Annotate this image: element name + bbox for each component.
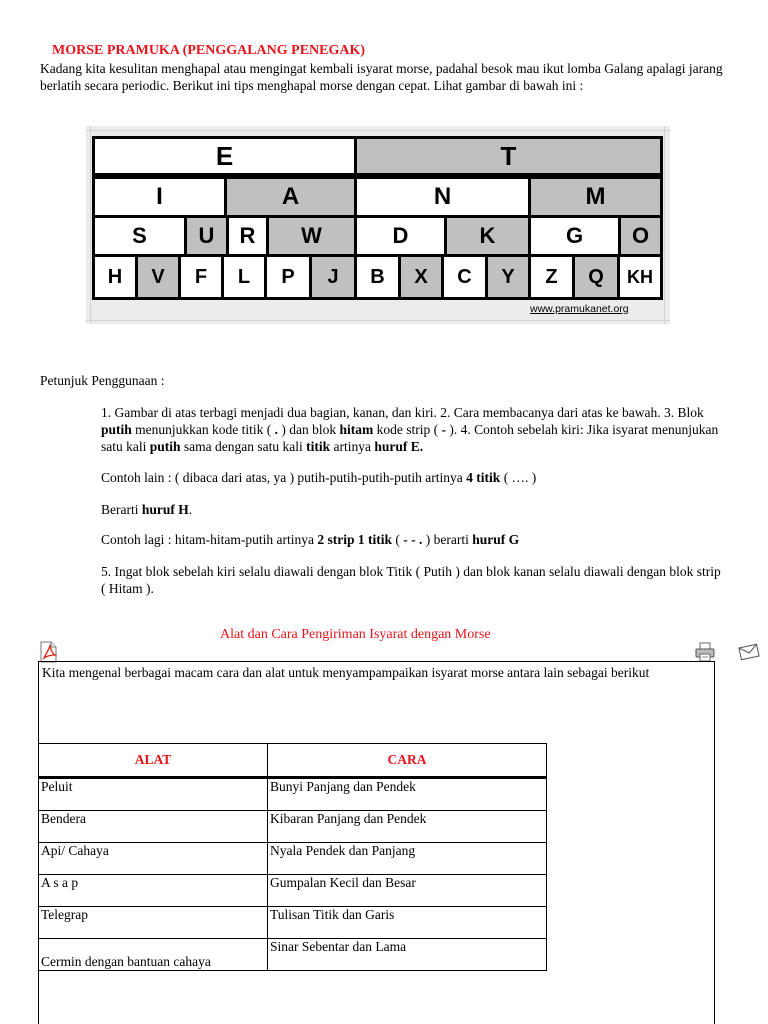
guide-label: Petunjuk Penggunaan : xyxy=(40,373,165,388)
chart-cell: O xyxy=(618,215,663,257)
rule-paragraph: 5. Ingat blok sebelah kiri selalu diawali dengan blok Titik ( Putih ) dan blok kanan selalu diawali dengan blok strip ( Hitam ). xyxy=(101,564,721,596)
table-cell: Gumpalan Kecil dan Besar xyxy=(268,875,547,907)
table-cell: Bendera xyxy=(39,811,268,843)
chart-cell: P xyxy=(264,254,312,300)
section-title: Alat dan Cara Pengiriman Isyarat dengan Morse xyxy=(220,627,491,642)
instruction-paragraph: 1. Gambar di atas terbagi menjadi dua bagian, kanan, dan kiri. 2. Cara membacanya dari atas ke bawah. 3. Blok putih menunjukkan kode titik ( . ) dan blok hitam kode strip ( - ). 4. Contoh sebelah kiri: Jika isyarat menunjukan satu kali putih sama dengan satu kali titik artinya huruf E. xyxy=(101,405,719,454)
page-title: MORSE PRAMUKA (PENGGALANG PENEGAK) xyxy=(52,43,366,58)
intro-paragraph: Kadang kita kesulitan menghapal atau mengingat kembali isyarat morse, padahal besok mau ikut lomba Galang apalagi jarang berlatih secara periodic. Berikut ini tips menghapal morse dengan cepat. Lihat gambar di bawah ini : xyxy=(40,61,723,93)
result-paragraph: Berarti huruf H. xyxy=(101,502,193,517)
chart-cell: C xyxy=(441,254,488,300)
table-cell: A s a p xyxy=(39,875,268,907)
chart-cell: A xyxy=(224,176,357,218)
column-header-cara: CARA xyxy=(268,744,547,778)
chart-cell: U xyxy=(184,215,229,257)
chart-cell: J xyxy=(309,254,357,300)
chart-cell: Q xyxy=(572,254,620,300)
chart-cell: X xyxy=(398,254,444,300)
chart-cell: H xyxy=(92,254,138,300)
chart-cell: L xyxy=(221,254,267,300)
table-cell: Sinar Sebentar dan Lama xyxy=(268,939,547,971)
tools-table xyxy=(38,743,547,971)
chart-cell: F xyxy=(178,254,224,300)
table-row xyxy=(39,811,547,843)
chart-cell: KH xyxy=(617,254,663,300)
chart-cell: Z xyxy=(528,254,575,300)
table-row xyxy=(39,778,547,811)
table-row xyxy=(39,843,547,875)
example-paragraph: Contoh lain : ( dibaca dari atas, ya ) putih-putih-putih-putih artinya 4 titik ( …. ) xyxy=(101,470,537,485)
chart-cell: D xyxy=(354,215,447,257)
chart-cell: M xyxy=(528,176,663,218)
chart-cell: G xyxy=(528,215,621,257)
example-paragraph-2: Contoh lagi : hitam-hitam-putih artinya 2 strip 1 titik ( - - . ) berarti huruf G xyxy=(101,532,520,547)
table-header-row xyxy=(39,744,547,778)
table-cell: Tulisan Titik dan Garis xyxy=(268,907,547,939)
table-cell: Peluit xyxy=(39,778,268,811)
table-cell: Nyala Pendek dan Panjang xyxy=(268,843,547,875)
table-row xyxy=(39,907,547,939)
table-cell: Kibaran Panjang dan Pendek xyxy=(268,811,547,843)
column-header-alat: ALAT xyxy=(39,744,268,778)
chart-cell: S xyxy=(92,215,187,257)
chart-cell: E xyxy=(92,136,357,176)
table-row xyxy=(39,939,547,971)
chart-cell: T xyxy=(354,136,663,176)
chart-cell: K xyxy=(444,215,531,257)
table-cell: Cermin dengan bantuan cahaya xyxy=(39,939,268,971)
table-cell: Telegrap xyxy=(39,907,268,939)
chart-cell: Y xyxy=(485,254,531,300)
chart-cell: I xyxy=(92,176,227,218)
print-icon[interactable] xyxy=(694,641,716,663)
chart-cell: B xyxy=(354,254,401,300)
pdf-icon[interactable] xyxy=(38,641,58,663)
table-cell: Bunyi Panjang dan Pendek xyxy=(268,778,547,811)
email-icon[interactable] xyxy=(738,642,760,662)
chart-cell: W xyxy=(266,215,357,257)
table-row xyxy=(39,875,547,907)
table-cell: Api/ Cahaya xyxy=(39,843,268,875)
chart-cell: N xyxy=(354,176,531,218)
morse-chart xyxy=(86,126,670,324)
box-intro-text: Kita mengenal berbagai macam cara dan alat untuk menyampampaikan isyarat morse antara lain sebagai berikut xyxy=(42,665,650,680)
chart-cell: V xyxy=(135,254,181,300)
chart-credit: www.pramukanet.org xyxy=(530,303,629,315)
chart-cell: R xyxy=(226,215,269,257)
